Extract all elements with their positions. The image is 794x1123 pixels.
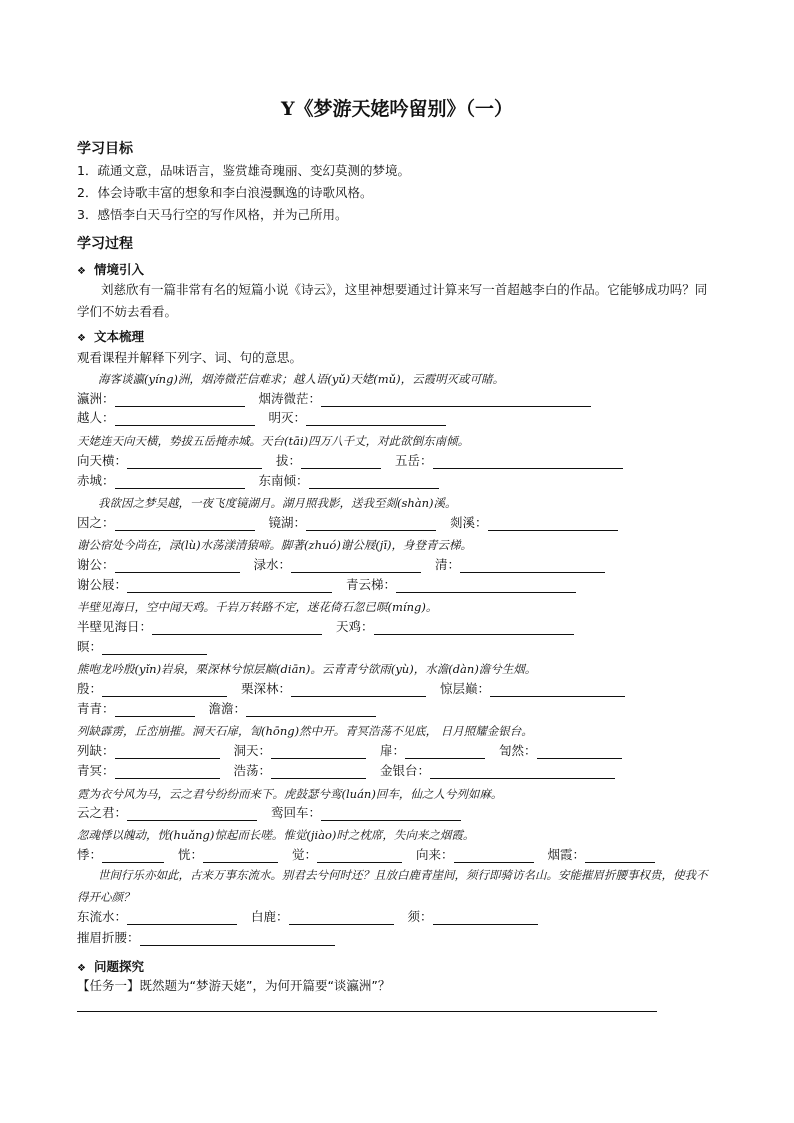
diamond-bullet-icon: ❖ <box>77 266 86 277</box>
blank-row <box>77 575 586 595</box>
term-label: 越人： <box>77 410 115 425</box>
term-label: 天鸡： <box>336 619 374 634</box>
term-label: 云之君： <box>77 805 128 820</box>
answer-blank[interactable] <box>306 516 436 531</box>
answer-blank[interactable] <box>127 910 237 925</box>
poem-line-6: 熊咆龙吟殷(yǐn)岩泉，栗深林兮惊层巅(diān)。云青青兮欲雨(yù)，水澹(dàn)澹兮生烟。 <box>77 662 537 676</box>
blank-row <box>77 513 628 533</box>
term-label: 恍： <box>178 847 204 862</box>
answer-blank[interactable] <box>306 411 446 426</box>
term-label: 谢公屐： <box>77 577 128 592</box>
blank-row <box>77 679 635 699</box>
poem-line-4: 谢公宿处今尚在，渌(lù)水荡漾清猿啼。脚著(zhuó)谢公屐(jī)，身登青云梯。 <box>77 538 473 552</box>
term-label: 东南倾： <box>258 473 309 488</box>
answer-blank[interactable] <box>396 578 576 593</box>
term-label: 殷： <box>77 681 103 696</box>
blank-row <box>77 845 665 865</box>
answer-blank[interactable] <box>405 744 485 759</box>
term-label: 青冥： <box>77 763 115 778</box>
answer-blank[interactable] <box>115 702 195 717</box>
answer-blank[interactable] <box>102 848 164 863</box>
blank-row <box>77 928 345 948</box>
answer-blank[interactable] <box>317 848 402 863</box>
situation-text: 刘慈欣有一篇非常有名的短篇小说《诗云》，这里神想要通过计算来写一首超越李白的作品。它能够成功吗？同学们不妨去看看。 <box>77 282 708 319</box>
term-label: 东流水： <box>77 909 128 924</box>
term-label: 洞天： <box>233 743 272 758</box>
poem-line-7: 列缺霹雳，丘峦崩摧。洞天石扉，訇(hōng)然中开。青冥浩荡不见底， 日月照耀金银台。 <box>77 724 533 738</box>
term-label: 五岳： <box>395 453 433 468</box>
term-label: 赤城： <box>77 473 115 488</box>
answer-blank[interactable] <box>115 744 220 759</box>
section-text-review <box>77 327 144 345</box>
term-label: 悸： <box>77 847 103 862</box>
section-situation <box>77 260 144 278</box>
blank-row <box>77 408 456 428</box>
answer-blank[interactable] <box>301 454 381 469</box>
answer-blank[interactable] <box>585 848 655 863</box>
term-label: 清： <box>435 557 461 572</box>
answer-blank[interactable] <box>127 578 332 593</box>
answer-blank[interactable] <box>374 620 574 635</box>
poem-line-5: 半壁见海日，空中闻天鸡。千岩万转路不定，迷花倚石忽已暝(míng)。 <box>77 600 438 614</box>
poem-line-3: 我欲因之梦吴越，一夜飞度镜湖月。湖月照我影，送我至剡(shàn)溪。 <box>98 496 457 510</box>
diamond-bullet-icon: ❖ <box>77 333 86 344</box>
section-title: 情境引入 <box>93 262 144 277</box>
answer-blank[interactable] <box>127 806 257 821</box>
answer-blank[interactable] <box>127 454 262 469</box>
answer-blank[interactable] <box>454 848 534 863</box>
answer-line[interactable] <box>77 1011 657 1012</box>
term-label: 剡溪： <box>450 515 488 530</box>
blank-row <box>77 617 584 637</box>
answer-blank[interactable] <box>291 558 421 573</box>
blank-row <box>77 555 615 575</box>
term-label: 白鹿： <box>251 909 289 924</box>
term-label: 列缺： <box>77 743 115 758</box>
term-label: 烟霞： <box>547 847 586 862</box>
goals-heading: 学习目标 <box>77 141 133 157</box>
term-label: 扉： <box>380 743 406 758</box>
section-title: 文本梳理 <box>93 329 144 344</box>
answer-blank[interactable] <box>433 454 623 469</box>
term-label: 向来： <box>416 847 454 862</box>
goal-item-3: 3．感悟李白天马行空的写作风格，并为己所用。 <box>77 207 348 222</box>
answer-blank[interactable] <box>289 910 394 925</box>
poem-line-8: 霓为衣兮风为马，云之君兮纷纷而来下。虎鼓瑟兮鸾(luán)回车，仙之人兮列如麻。 <box>77 787 503 801</box>
answer-blank[interactable] <box>433 910 538 925</box>
answer-blank[interactable] <box>321 806 461 821</box>
answer-blank[interactable] <box>115 558 240 573</box>
blank-row <box>77 761 625 781</box>
section-title: 问题探究 <box>93 959 144 974</box>
task-one: 【任务一】既然题为“梦游天姥”，为何开篇要“谈瀛洲”？ <box>77 978 391 993</box>
answer-blank[interactable] <box>115 764 220 779</box>
term-label: 青青： <box>77 701 115 716</box>
term-label: 渌水： <box>253 557 292 572</box>
answer-blank[interactable] <box>115 392 245 407</box>
answer-blank[interactable] <box>152 620 322 635</box>
term-label: 半壁见海日： <box>77 619 153 634</box>
term-label: 谢公： <box>77 557 115 572</box>
term-label: 向天横： <box>77 453 128 468</box>
answer-blank[interactable] <box>246 702 376 717</box>
poem-line-1: 海客谈瀛(yíng)洲，烟涛微茫信难求；越人语(yǔ)天姥(mǔ)，云霞明灭或可睹。 <box>98 372 505 386</box>
term-label: 摧眉折腰： <box>77 930 140 945</box>
term-label: 觉： <box>292 847 318 862</box>
answer-blank[interactable] <box>102 640 207 655</box>
answer-blank[interactable] <box>271 764 366 779</box>
term-label: 烟涛微茫： <box>258 391 322 406</box>
goal-item-1: 1．疏通文意，品味语言，鉴赏雄奇瑰丽、变幻莫测的梦境。 <box>77 163 410 178</box>
answer-blank[interactable] <box>430 764 615 779</box>
blank-row <box>77 907 548 927</box>
poem-line-10: 世间行乐亦如此，古来万事东流水。别君去兮何时还？且放白鹿青崖间，须行即骑访名山。安能摧眉折腰事权贵，使我不得开心颜？ <box>77 868 708 904</box>
answer-blank[interactable] <box>309 474 439 489</box>
term-label: 镜湖： <box>268 515 307 530</box>
answer-blank[interactable] <box>490 682 625 697</box>
term-label: 鸾回车： <box>271 805 322 820</box>
term-label: 因之： <box>77 515 115 530</box>
answer-blank[interactable] <box>115 474 245 489</box>
review-instruction: 观看课程并解释下列字、词、句的意思。 <box>77 350 303 365</box>
term-label: 拔： <box>276 453 302 468</box>
term-label: 澹澹： <box>208 701 247 716</box>
answer-blank[interactable] <box>460 558 605 573</box>
blank-row <box>77 699 386 719</box>
term-label: 青云梯： <box>346 577 397 592</box>
blank-row <box>77 471 449 491</box>
answer-blank[interactable] <box>203 848 278 863</box>
answer-blank[interactable] <box>488 516 618 531</box>
poem-line-2: 天姥连天向天横，势拔五岳掩赤城。天台(tāi)四万八千丈，对此欲倒东南倾。 <box>77 434 470 448</box>
term-label: 金银台： <box>380 763 431 778</box>
answer-blank[interactable] <box>537 744 622 759</box>
term-label: 惊层巅： <box>440 681 491 696</box>
term-label: 明灭： <box>268 410 307 425</box>
term-label: 栗深林： <box>241 681 292 696</box>
answer-blank[interactable] <box>271 744 366 759</box>
answer-blank[interactable] <box>291 682 426 697</box>
blank-row <box>77 389 601 409</box>
term-label: 浩荡： <box>233 763 272 778</box>
page-title: Y《梦游天姥吟留别》（一） <box>280 98 514 120</box>
blank-row <box>77 741 632 761</box>
term-label: 暝： <box>77 639 103 654</box>
answer-blank[interactable] <box>115 516 255 531</box>
answer-blank[interactable] <box>102 682 227 697</box>
term-label: 訇然： <box>499 743 537 758</box>
answer-blank[interactable] <box>115 411 255 426</box>
goal-item-2: 2．体会诗歌丰富的想象和李白浪漫飘逸的诗歌风格。 <box>77 185 373 200</box>
blank-row <box>77 637 217 657</box>
process-heading: 学习过程 <box>77 236 133 252</box>
section-inquiry <box>77 957 144 975</box>
blank-row <box>77 803 471 823</box>
diamond-bullet-icon: ❖ <box>77 963 86 974</box>
term-label: 须： <box>407 909 433 924</box>
answer-blank[interactable] <box>321 392 591 407</box>
answer-blank[interactable] <box>140 931 335 946</box>
blank-row <box>77 451 633 471</box>
term-label: 瀛洲： <box>77 391 115 406</box>
poem-line-9: 忽魂悸以魄动，恍(huǎng)惊起而长嗟。惟觉(jiào)时之枕席，失向来之烟霞。 <box>77 828 475 842</box>
